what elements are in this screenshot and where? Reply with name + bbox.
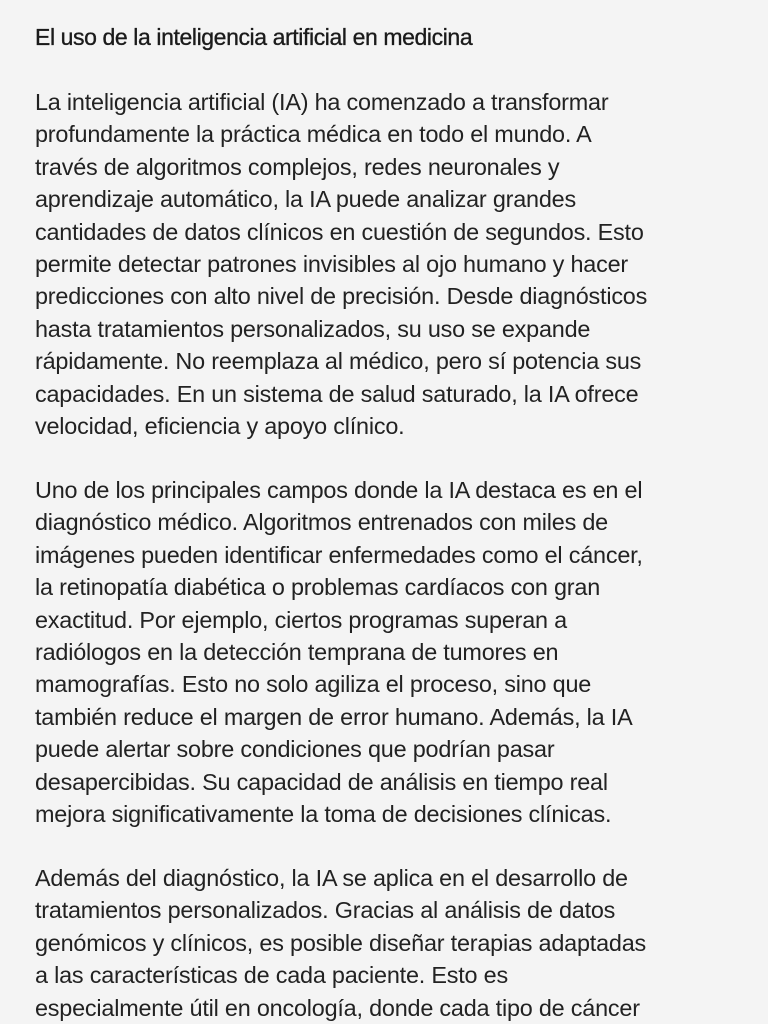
paragraph-line: Uno de los principales campos donde la IA destaca es en el (35, 477, 643, 503)
paragraph-line: capacidades. En un sistema de salud saturado, la IA ofrece (35, 380, 639, 407)
paragraph-intro (35, 86, 735, 442)
paragraph-line: diagnóstico médico. Algoritmos entrenados con miles de (35, 509, 608, 536)
paragraph-line: mamografías. Esto no solo agiliza el proceso, sino que (35, 671, 592, 698)
paragraph-line: hasta tratamientos personalizados, su uso se expande (35, 315, 591, 342)
paragraph-line: radiólogos en la detección temprana de tumores en (35, 638, 559, 665)
paragraph-diagnosis (35, 474, 735, 830)
paragraph-treatments (35, 862, 735, 1024)
paragraph-line: especialmente útil en oncología, donde cada tipo de cáncer (35, 994, 640, 1021)
paragraph-line: predicciones con alto nivel de precisión. Desde diagnósticos (35, 283, 648, 310)
paragraph-line: profundamente la práctica médica en todo el mundo. A (35, 121, 592, 148)
paragraph-line: rápidamente. No reemplaza al médico, pero sí potencia sus (35, 348, 642, 375)
paragraph-line: Además del diagnóstico, la IA se aplica en el desarrollo de (35, 865, 628, 891)
paragraph-line: exactitud. Por ejemplo, ciertos programas superan a (35, 606, 567, 633)
paragraph-line: genómicos y clínicos, es posible diseñar terapias adaptadas (35, 929, 647, 956)
paragraph-line: puede alertar sobre condiciones que podrían pasar (35, 736, 555, 763)
paragraph-line: a las características de cada paciente. Esto es (35, 962, 508, 989)
paragraph-line: mejora significativamente la toma de decisiones clínicas. (35, 800, 612, 827)
paragraph-line: La inteligencia artificial (IA) ha comenzado a transformar (35, 89, 609, 115)
paragraph-line: permite detectar patrones invisibles al ojo humano y hacer (35, 250, 628, 277)
paragraph-line: aprendizaje automático, la IA puede analizar grandes (35, 186, 576, 213)
paragraph-line: tratamientos personalizados. Gracias al análisis de datos (35, 897, 616, 924)
paragraph-line: imágenes pueden identificar enfermedades como el cáncer, (35, 541, 643, 568)
paragraph-line: desapercibidas. Su capacidad de análisis en tiempo real (35, 768, 608, 795)
paragraph-line: través de algoritmos complejos, redes neuronales y (35, 153, 560, 180)
document-title: El uso de la inteligencia artificial en medicina (35, 24, 473, 50)
paragraph-line: velocidad, eficiencia y apoyo clínico. (35, 412, 405, 439)
paragraph-line: la retinopatía diabética o problemas cardíacos con gran (35, 574, 601, 601)
paragraph-line: también reduce el margen de error humano. Además, la IA (35, 703, 633, 730)
paragraph-line: cantidades de datos clínicos en cuestión de segundos. Esto (35, 218, 644, 245)
